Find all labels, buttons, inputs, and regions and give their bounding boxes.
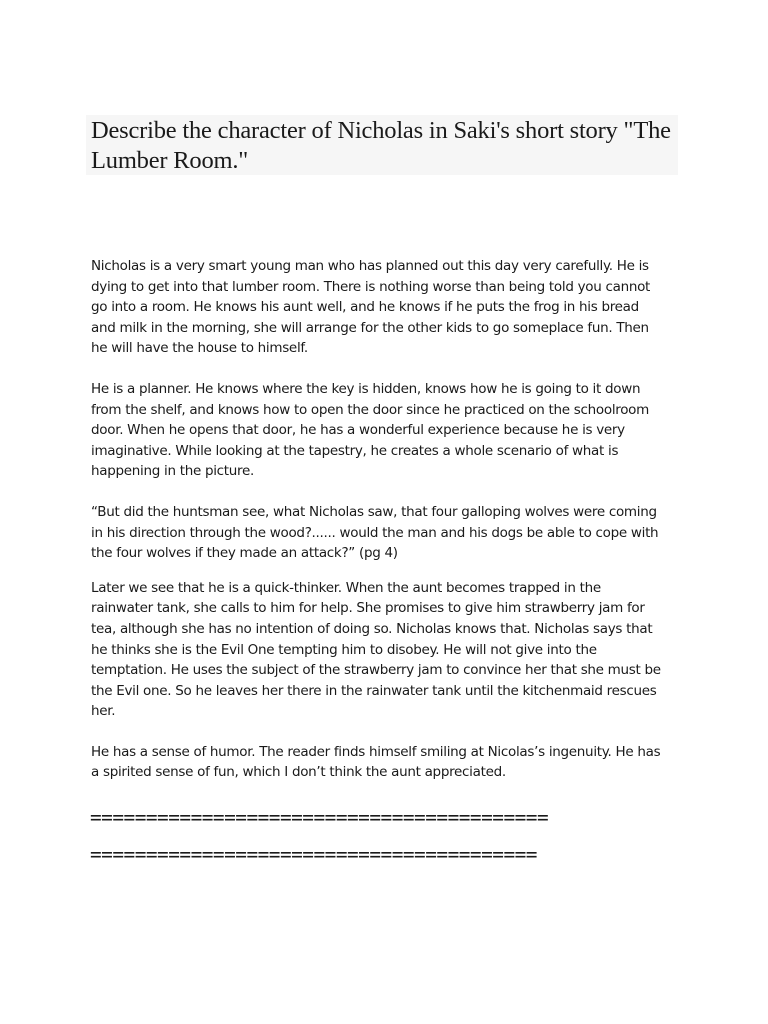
paragraph-intro: Nicholas is a very smart young man who has planned out this day very carefully. He is dying to get into that lumber room. There is nothing worse than being told you cannot go into a room. He knows his aunt well, and he knows if he puts the frog in his bread and milk in the morning, she will arrange for the other kids to go someplace fun. Then he will have the house to himself. [91, 258, 651, 357]
paragraph-planner: He is a planner. He knows where the key is hidden, knows how he is going to it down from the shelf, and knows how to open the door since he practiced on the schoolroom door. When he opens that door, he has a wonderful experience because he is very imaginative. While looking at the tapestry, he creates a whole scenario of what is happening in the picture. [91, 380, 649, 480]
paragraph-quick-thinker: Later we see that he is a quick-thinker. When the aunt becomes trapped in the rainwater tank, she calls to him for help. She promises to give him strawberry jam for tea, although she has no intention of doing so. Nicholas knows that. Nicholas says that he thinks she is the Evil One tempting him to disobey. He will not give into the temptation. He uses the subject of the strawberry jam to convince her that she must be the Evil one. So he leaves her there in the rainwater tank until the kitchenmaid rescues her. [91, 579, 661, 720]
paragraph-quote: “But did the huntsman see, what Nicholas saw, that four galloping wolves were coming in his direction through the wood?...... would the man and his dogs be able to cope with the four wolves if they made an attack?” (pg 4) [91, 503, 659, 562]
question-title: Describe the character of Nicholas in Saki's short story "The Lumber Room." [91, 117, 671, 174]
answer-body [91, 256, 691, 783]
paragraph-humor: He has a sense of humor. The reader finds himself smiling at Nicolas’s ingenuity. He has a spirited sense of fun, which I don’t think the aunt appreciated. [91, 743, 661, 781]
separator-line: ======================================== [90, 843, 537, 866]
separator-line: ========================================= [90, 806, 549, 829]
